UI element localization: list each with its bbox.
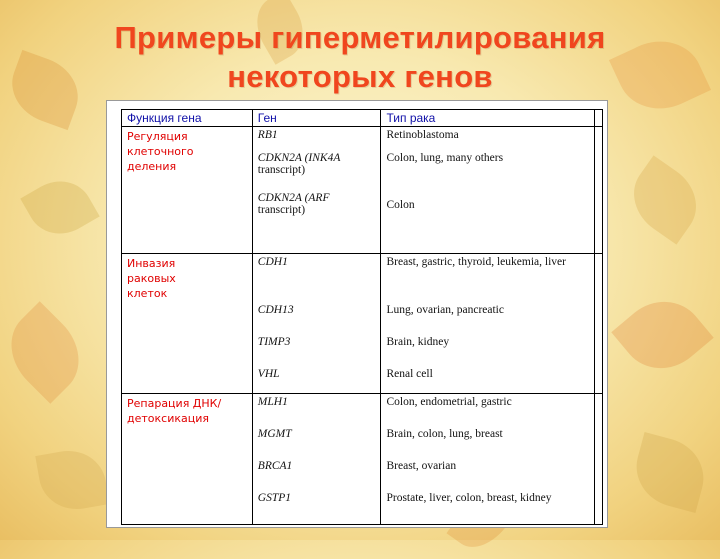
cancer-cell [381, 127, 594, 254]
leaf-decoration [628, 432, 712, 513]
cancer-type: Lung, ovarian, pancreatic [386, 304, 504, 317]
function-text: детоксикация [127, 412, 209, 426]
header-gene: Ген [252, 110, 381, 127]
extra-cell [594, 394, 602, 525]
cancer-type: Retinoblastoma [386, 129, 459, 142]
header-function: Функция гена [122, 110, 253, 127]
title-line-2: некоторых генов [227, 59, 493, 94]
leaf-decoration [611, 284, 713, 386]
gene-cell [252, 254, 381, 394]
leaf-decoration [35, 445, 109, 515]
function-text: Репарация ДНК/ [127, 397, 222, 411]
cancer-type: Breast, gastric, thyroid, leukemia, liver [386, 256, 566, 269]
function-text: деления [127, 160, 177, 174]
cancer-cell [381, 394, 594, 525]
extra-cell [594, 254, 602, 394]
cancer-cell [381, 254, 594, 394]
cancer-type: Colon, lung, many others [386, 152, 504, 165]
table-row [122, 254, 603, 394]
function-cell [122, 394, 253, 525]
gene-name: VHL [257, 368, 280, 381]
function-text: клеточного [127, 145, 194, 159]
cancer-type: Breast, ovarian [386, 460, 457, 473]
cancer-type: Colon, endometrial, gastric [386, 396, 512, 409]
gene-name: GSTP1 [257, 492, 292, 505]
slide-title [0, 18, 720, 96]
cancer-type: Prostate, liver, colon, breast, kidney [386, 492, 552, 505]
gene-name: MLH1 [257, 396, 288, 409]
title-line-1: Примеры гиперметилирования [114, 20, 606, 55]
gene-note: transcript) [257, 164, 306, 177]
function-text: раковых [127, 272, 176, 286]
function-text: Инвазия [127, 257, 176, 271]
function-text: клеток [127, 287, 168, 301]
gene-name: RB1 [257, 129, 278, 142]
gene-name: CDH1 [257, 256, 288, 269]
gene-note: transcript) [257, 204, 306, 217]
gene-name: CDKN2A (ARF [257, 192, 330, 205]
gene-methylation-table [121, 109, 603, 525]
function-cell [122, 127, 253, 254]
table-sheet [106, 100, 608, 528]
table-row [122, 127, 603, 254]
gene-name: TIMP3 [257, 336, 291, 349]
leaf-decoration [619, 155, 711, 244]
cancer-type: Renal cell [386, 368, 433, 381]
cancer-type: Brain, kidney [386, 336, 450, 349]
extra-cell [594, 127, 602, 254]
function-cell [122, 254, 253, 394]
leaf-decoration [20, 169, 99, 247]
cancer-type: Brain, colon, lung, breast [386, 428, 503, 441]
gene-name: BRCA1 [257, 460, 293, 473]
header-extra [594, 110, 602, 127]
gene-name: CDKN2A (INK4A [257, 152, 341, 165]
gene-name: CDH13 [257, 304, 294, 317]
gene-cell [252, 127, 381, 254]
function-text: Регуляция [127, 130, 188, 144]
leaf-decoration [0, 301, 96, 404]
gene-name: MGMT [257, 428, 292, 441]
cancer-type: Colon [386, 199, 415, 212]
table-header-row [122, 110, 603, 127]
table-row [122, 394, 603, 525]
gene-cell [252, 394, 381, 525]
header-cancer: Тип рака [381, 110, 594, 127]
